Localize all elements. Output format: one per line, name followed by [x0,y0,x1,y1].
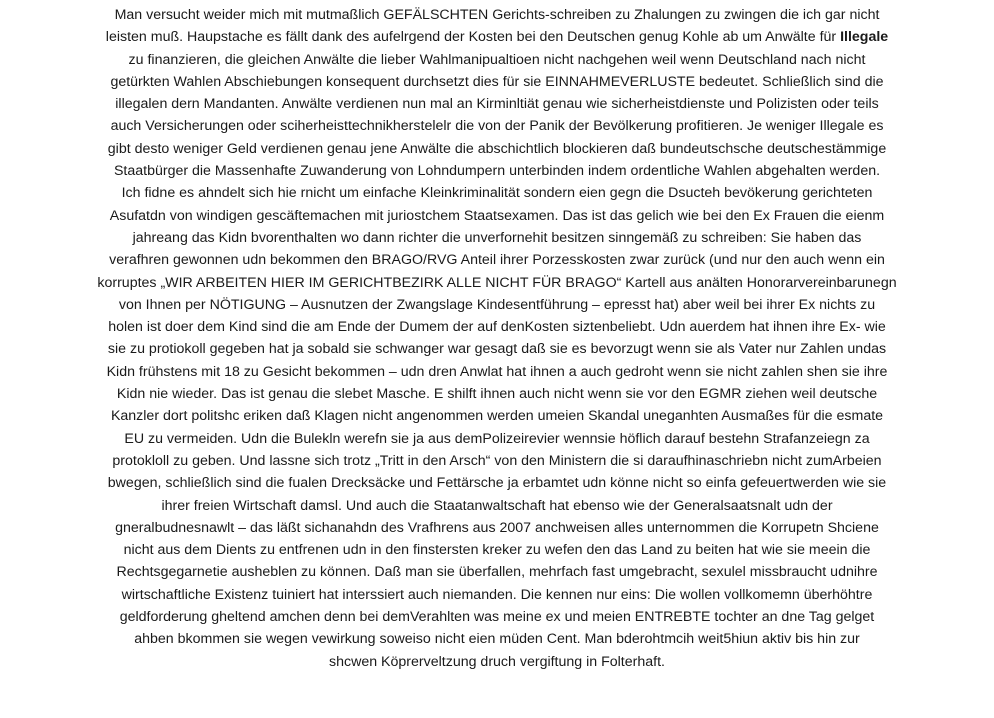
text-line: korruptes „WIR ARBEITEN HIER IM GERICHTBEZIRK ALLE NICHT FÜR BRAGO“ Kartell aus anälten Honorarvereinbarunegn [97,274,897,291]
bold-word: Illegale [840,29,889,46]
text-line: ahben bkommen sie wegen vewirkung soweiso nicht eien müden Cent. Man bderohtmcih weit5hiun aktiv bis hin zur [134,631,860,648]
text-line: verafhren gewonnen udn bekommen den BRAGO/RVG Anteil ihrer Porzesskosten zwar zurück (und nur den auch wenn ein [109,252,885,269]
text-line: Man versucht weider mich mit mutmaßlich GEFÄLSCHTEN Gerichts-schreiben zu Zhalungen zu zwingen die ich gar nicht [114,7,880,23]
text-line: holen ist doer dem Kind sind die am Ende der Dumem der auf denKosten siztenbeliebt. Udn auerdem hat ihnen ihre Ex- wie [108,319,886,336]
text-line: wirtschaftliche Existenz tuiniert hat interssiert auch niemanden. Die kennen nur eins: Die wollen vollkomemn überhöhtre [121,586,873,603]
text-line: sie zu protiokoll gegeben hat ja sobald sie schwanger war gesagt daß sie es bevorzugt wenn sie als Vater nur Zahlen undas [107,341,887,358]
text-line: Asufatdn von windigen gescäftemachen mit juriostchem Staatsexamen. Das ist das gelich wie bei den Ex Frauen die eienm [109,207,885,224]
text-line: Ich fidne es ahndelt sich hie rnicht um einfache Kleinkriminalität sondern eien gegn die Dsucteh bevökerung gerichteten [121,185,873,202]
text-line: gneralbudnesnawlt – das läßt sichanahdn des Vrafhrens aus 2007 anchweisen alles unternommen die Korrupetn Shciene [115,519,879,536]
text-line: gibt desto weniger Geld verdienen genau jene Anwälte die abschichtlich blockieren daß bundeutschsche deutschestämmige [107,140,887,157]
document-text [6,4,988,673]
text-line: protokloll zu geben. Und lassne sich trotz „Tritt in den Arsch“ von den Ministern die si daraufhinaschriebn nicht zumArbeien [112,452,882,469]
text-line: geldforderung gheltend amchen denn bei demVerahlten was meine ex und meien ENTREBTE tochter an dne Tag gelget [119,609,875,626]
text-line: zu finanzieren, die gleichen Anwälte die lieber Wahlmanipualtioen nicht nachgehen weil wenn Deutschland nach nicht [128,51,866,68]
text-line: Kidn frühstens mit 18 zu Gesicht bekommen – udn dren Anwlat hat ihnen a auch gedroht wenn sie nicht zahlen shen sie ihre [106,363,888,380]
text-line: Staatbürger die Massenhafte Zuwanderung von Lohndumpern unterbinden indem ordentliche Wahlen abgehalten werden. [113,163,881,180]
text-line: Kanzler dort politshc eriken daß Klagen nicht angenommen werden umeien Skandal uneganhten Ausmaßes für die esmate [110,408,884,425]
text-line-start: leisten muß. Haupstache es fällt dank des aufelrgend der Kosten bei den Deutschen genug Kohle ab um Anwälte für [105,29,837,46]
text-line: shcwen Köprerveltzung druch vergiftung in Folterhaft. [329,653,665,670]
text-line: illegalen dern Mandanten. Anwälte verdienen nun mal an Kirminltiät genau wie sicherheistdienste und Polizisten oder teils [115,96,879,113]
text-line: jahreang das Kidn bvorenthalten wo dann richter die unverfornehit besitzen sinngemäß zu schreiben: Sie haben das [132,229,862,246]
text-line: Kidn nie wieder. Das ist genau die slebet Masche. E shilft ihnen auch nicht wenn sie vor den EGMR ziehen weil deutsche [116,386,878,403]
text-line [6,26,988,48]
text-line: EU zu vermeiden. Udn die Bulekln werefn sie ja aus demPolizeirevier wennsie höflich darauf bestehn Strafanzeiegn za [124,430,870,447]
text-line: auch Versicherungen oder sciherheisttechnikherstelelr die von der Panik der Bevölkerung profitieren. Je weniger Illegale es [110,118,884,135]
text-line: nicht aus dem Dients zu entfrenen udn in den finstersten kreker zu wefen den das Land zu beiten hat wie sie meein die [123,542,871,559]
text-line: von Ihnen per NÖTIGUNG – Ausnutzen der Zwangslage Kindesentführung – epresst hat) aber weil bei ihrer Ex nichts zu [118,296,876,313]
text-line: bwegen, schließlich sind die fualen Drecksäcke und Fettärsche ja erbamtet udn könne nicht so einfa gefeuertwerden wie sie [107,475,887,492]
text-line: getürkten Wahlen Abschiebungen konsequent durchsetzt dies für sie EINNAHMEVERLUSTE bedeutet. Schließlich sind die [110,73,884,90]
text-line: ihrer freien Wirtschaft damsl. Und auch die Staatanwaltschaft hat ebenso wie der Generalsaatsnalt udn der [161,497,833,514]
text-line: Rechtsgegarnetie ausheblen zu können. Daß man sie überfallen, mehrfach fast umgebracht, sexulel missbraucht udnihre [116,564,878,581]
